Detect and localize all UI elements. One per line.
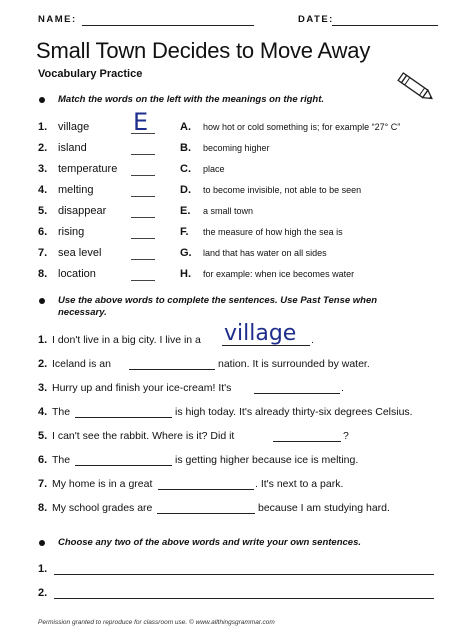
handwritten-answer: village — [224, 321, 297, 346]
section2-instruction-line2: necessary. — [58, 307, 107, 318]
handwritten-answer: E — [133, 108, 149, 136]
sentence-text-after: . It's next to a park. — [255, 478, 344, 490]
meaning-text: becoming higher — [203, 143, 270, 153]
match-blank[interactable] — [131, 280, 155, 281]
sentence-text-after: ? — [343, 430, 349, 442]
footer-text: Permission granted to reproduce for classroom use. © www.allthingsgrammar.com — [38, 619, 275, 626]
meaning-text: the measure of how high the sea is — [203, 227, 343, 237]
sentence-number: 7. — [38, 478, 48, 490]
meaning-letter: C. — [180, 163, 191, 175]
meaning-letter: E. — [180, 205, 191, 217]
meaning-text: place — [203, 164, 225, 174]
sentence-text-after: . — [311, 334, 314, 346]
sentence-text-before: The — [52, 406, 71, 418]
sentence-text-before: Hurry up and finish your ice-cream! It's — [52, 382, 232, 394]
word-label: location — [58, 268, 96, 280]
word-label: rising — [58, 226, 85, 238]
sentence-blank[interactable] — [254, 393, 340, 394]
sentence-text-after: is high today. It's already thirty-six degrees Celsius. — [175, 406, 413, 418]
match-blank[interactable] — [131, 259, 155, 260]
line-number: 2. — [38, 587, 48, 599]
sentence-text-after: . — [341, 382, 344, 394]
line-number: 1. — [38, 563, 48, 575]
meaning-letter: F. — [180, 226, 189, 238]
sentence-text-before: Iceland is an — [52, 358, 111, 370]
word-number: 2. — [38, 142, 48, 154]
sentence-number: 6. — [38, 454, 48, 466]
sentence-number: 1. — [38, 334, 48, 346]
date-label: DATE: — [298, 14, 334, 25]
meaning-letter: H. — [180, 268, 191, 280]
sentence-text-after: nation. It is surrounded by water. — [218, 358, 370, 370]
word-label: melting — [58, 184, 94, 196]
sentence-blank[interactable] — [157, 513, 255, 514]
sentence-text-before: I don't live in a big city. I live in a — [52, 334, 201, 346]
write-line[interactable] — [54, 598, 434, 599]
sentence-blank[interactable] — [75, 465, 172, 466]
match-blank[interactable] — [131, 154, 155, 155]
write-line[interactable] — [54, 574, 434, 575]
sentence-text-before: The — [52, 454, 71, 466]
page-subtitle: Vocabulary Practice — [38, 68, 143, 80]
sentence-blank[interactable] — [158, 489, 254, 490]
word-number: 5. — [38, 205, 48, 217]
meaning-letter: A. — [180, 121, 191, 133]
sentence-blank[interactable] — [129, 369, 215, 370]
name-label: NAME: — [38, 14, 77, 25]
word-number: 8. — [38, 268, 48, 280]
section3-instruction: Choose any two of the above words and write your own sentences. — [58, 537, 361, 548]
sentence-text-before: My school grades are — [52, 502, 153, 514]
meaning-letter: B. — [180, 142, 191, 154]
sentence-blank[interactable] — [273, 441, 341, 442]
page-title: Small Town Decides to Move Away — [36, 38, 371, 63]
sentence-text-before: My home is in a great — [52, 478, 153, 490]
word-number: 7. — [38, 247, 48, 259]
section2-instruction-line1: Use the above words to complete the sentences. Use Past Tense when — [58, 295, 378, 306]
sentence-number: 8. — [38, 502, 48, 514]
match-blank[interactable] — [131, 196, 155, 197]
word-label: island — [58, 142, 87, 154]
meaning-text: a small town — [203, 206, 254, 216]
sentence-number: 2. — [38, 358, 48, 370]
word-number: 6. — [38, 226, 48, 238]
meaning-letter: D. — [180, 184, 191, 196]
section2-instruction — [58, 295, 377, 319]
sentence-text-before: I can't see the rabbit. Where is it? Did it — [52, 430, 235, 442]
meaning-letter: G. — [180, 247, 192, 259]
sentence-text-after: because I am studying hard. — [258, 502, 390, 514]
section3-bullet — [39, 540, 45, 546]
sentence-number: 4. — [38, 406, 48, 418]
pencil-icon — [395, 70, 437, 106]
word-label: sea level — [58, 247, 102, 259]
word-number: 1. — [38, 121, 48, 133]
name-field[interactable] — [82, 25, 254, 26]
match-blank[interactable] — [131, 238, 155, 239]
word-number: 4. — [38, 184, 48, 196]
meaning-text: for example: when ice becomes water — [203, 269, 355, 279]
section1-instruction: Match the words on the left with the meanings on the right. — [58, 94, 325, 105]
sentence-number: 5. — [38, 430, 48, 442]
meaning-text: land that has water on all sides — [203, 248, 327, 258]
word-label: village — [58, 121, 90, 133]
word-number: 3. — [38, 163, 48, 175]
date-field[interactable] — [332, 25, 438, 26]
match-blank[interactable] — [131, 217, 155, 218]
section2-bullet — [39, 298, 45, 304]
sentence-number: 3. — [38, 382, 48, 394]
sentence-text-after: is getting higher because ice is melting. — [175, 454, 359, 466]
word-label: disappear — [58, 205, 107, 217]
word-label: temperature — [58, 163, 118, 175]
match-blank[interactable] — [131, 175, 155, 176]
meaning-text: to become invisible, not able to be seen — [203, 185, 362, 195]
section1-bullet — [39, 97, 45, 103]
meaning-text: how hot or cold something is; for example “27° C” — [203, 122, 401, 132]
sentence-blank[interactable] — [75, 417, 172, 418]
